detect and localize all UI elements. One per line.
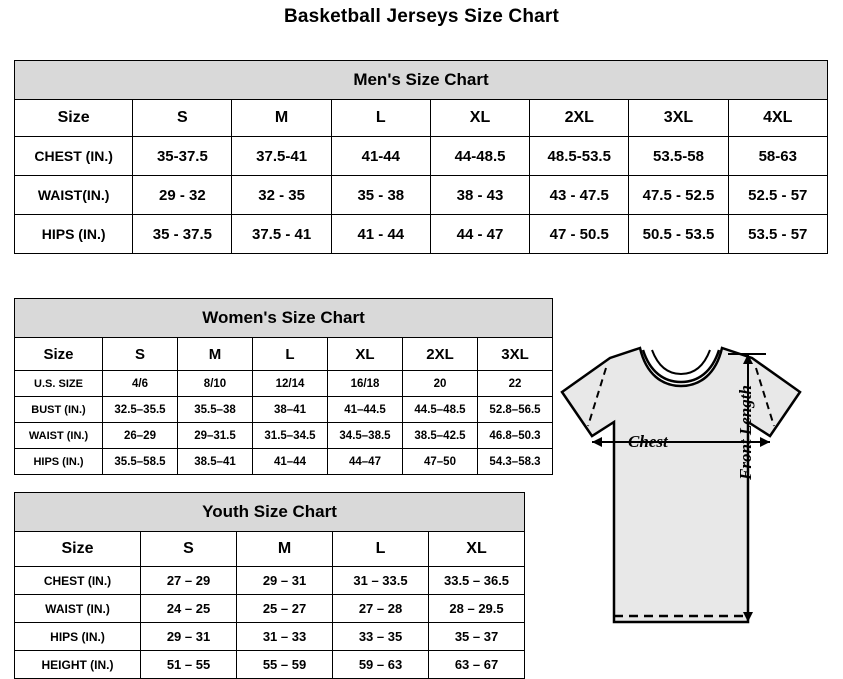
- chest-arrow-left-icon: [592, 437, 602, 447]
- women-header-2xl: 2XL: [403, 338, 478, 371]
- youth-chest-l: 31 – 33.5: [333, 567, 429, 595]
- women-hips-s: 35.5–58.5: [103, 449, 178, 475]
- women-bust-2xl: 44.5–48.5: [403, 397, 478, 423]
- men-waist-4xl: 52.5 - 57: [728, 176, 827, 215]
- women-us-size-s: 4/6: [103, 371, 178, 397]
- youth-height-s: 51 – 55: [141, 651, 237, 679]
- women-us-size-l: 12/14: [253, 371, 328, 397]
- table-header-row: [15, 532, 525, 567]
- men-header-s: S: [133, 100, 232, 137]
- men-header-xl: XL: [430, 100, 529, 137]
- table-row: [15, 423, 553, 449]
- women-us-size-2xl: 20: [403, 371, 478, 397]
- men-hips-4xl: 53.5 - 57: [728, 215, 827, 254]
- table-header-row: [15, 338, 553, 371]
- womens-size-chart-table: [14, 298, 553, 475]
- men-header-2xl: 2XL: [530, 100, 629, 137]
- women-header-m: M: [178, 338, 253, 371]
- women-waist-3xl: 46.8–50.3: [478, 423, 553, 449]
- women-header-size: Size: [15, 338, 103, 371]
- women-waist-l: 31.5–34.5: [253, 423, 328, 449]
- men-waist-xl: 38 - 43: [430, 176, 529, 215]
- youth-row-label-height: HEIGHT (IN.): [15, 651, 141, 679]
- youth-height-m: 55 – 59: [237, 651, 333, 679]
- youth-chest-m: 29 – 31: [237, 567, 333, 595]
- women-row-label-bust: BUST (IN.): [15, 397, 103, 423]
- youth-waist-s: 24 – 25: [141, 595, 237, 623]
- men-hips-m: 37.5 - 41: [232, 215, 331, 254]
- men-waist-3xl: 47.5 - 52.5: [629, 176, 728, 215]
- women-hips-3xl: 54.3–58.3: [478, 449, 553, 475]
- youth-chart-caption: Youth Size Chart: [15, 493, 525, 532]
- women-waist-2xl: 38.5–42.5: [403, 423, 478, 449]
- chest-arrow-right-icon: [760, 437, 770, 447]
- women-header-xl: XL: [328, 338, 403, 371]
- youth-height-l: 59 – 63: [333, 651, 429, 679]
- table-row: [15, 176, 828, 215]
- youth-hips-m: 31 – 33: [237, 623, 333, 651]
- men-header-4xl: 4XL: [728, 100, 827, 137]
- youth-header-m: M: [237, 532, 333, 567]
- table-row: [15, 595, 525, 623]
- table-row: [15, 623, 525, 651]
- jersey-measurement-diagram: [540, 330, 836, 665]
- women-row-label-hips: HIPS (IN.): [15, 449, 103, 475]
- women-bust-xl: 41–44.5: [328, 397, 403, 423]
- youth-header-size: Size: [15, 532, 141, 567]
- women-waist-s: 26–29: [103, 423, 178, 449]
- men-chest-m: 37.5-41: [232, 137, 331, 176]
- women-us-size-m: 8/10: [178, 371, 253, 397]
- youth-chest-xl: 33.5 – 36.5: [429, 567, 525, 595]
- women-waist-xl: 34.5–38.5: [328, 423, 403, 449]
- men-header-size: Size: [15, 100, 133, 137]
- table-row: [15, 567, 525, 595]
- men-waist-l: 35 - 38: [331, 176, 430, 215]
- table-row: [15, 449, 553, 475]
- youth-row-label-waist: WAIST (IN.): [15, 595, 141, 623]
- women-us-size-xl: 16/18: [328, 371, 403, 397]
- table-caption-row: [15, 299, 553, 338]
- men-chest-xl: 44-48.5: [430, 137, 529, 176]
- mens-chart-caption: Men's Size Chart: [15, 61, 828, 100]
- men-chest-s: 35-37.5: [133, 137, 232, 176]
- women-bust-s: 32.5–35.5: [103, 397, 178, 423]
- jersey-illustration-svg: [540, 330, 836, 665]
- women-hips-xl: 44–47: [328, 449, 403, 475]
- youth-height-xl: 63 – 67: [429, 651, 525, 679]
- women-bust-l: 38–41: [253, 397, 328, 423]
- youth-size-chart-table: [14, 492, 525, 679]
- men-chest-3xl: 53.5-58: [629, 137, 728, 176]
- men-waist-2xl: 43 - 47.5: [530, 176, 629, 215]
- women-us-size-3xl: 22: [478, 371, 553, 397]
- page-title: Basketball Jerseys Size Chart: [283, 6, 560, 27]
- youth-waist-xl: 28 – 29.5: [429, 595, 525, 623]
- chest-label: Chest: [628, 432, 668, 451]
- men-waist-s: 29 - 32: [133, 176, 232, 215]
- men-row-label-chest: CHEST (IN.): [15, 137, 133, 176]
- table-row: [15, 397, 553, 423]
- table-caption-row: [15, 493, 525, 532]
- men-header-3xl: 3XL: [629, 100, 728, 137]
- men-hips-3xl: 50.5 - 53.5: [629, 215, 728, 254]
- front-length-label: Front Length: [736, 385, 755, 480]
- women-hips-l: 41–44: [253, 449, 328, 475]
- men-header-m: M: [232, 100, 331, 137]
- table-caption-row: [15, 61, 828, 100]
- men-header-l: L: [331, 100, 430, 137]
- men-chest-2xl: 48.5-53.5: [530, 137, 629, 176]
- youth-row-label-chest: CHEST (IN.): [15, 567, 141, 595]
- youth-row-label-hips: HIPS (IN.): [15, 623, 141, 651]
- men-hips-2xl: 47 - 50.5: [530, 215, 629, 254]
- youth-waist-m: 25 – 27: [237, 595, 333, 623]
- youth-header-xl: XL: [429, 532, 525, 567]
- men-chest-l: 41-44: [331, 137, 430, 176]
- table-row: [15, 137, 828, 176]
- women-bust-3xl: 52.8–56.5: [478, 397, 553, 423]
- jersey-outline: [562, 348, 800, 622]
- youth-header-s: S: [141, 532, 237, 567]
- women-row-label-us-size: U.S. SIZE: [15, 371, 103, 397]
- women-header-s: S: [103, 338, 178, 371]
- jersey-collar-inner: [652, 350, 710, 374]
- youth-hips-s: 29 – 31: [141, 623, 237, 651]
- youth-waist-l: 27 – 28: [333, 595, 429, 623]
- women-hips-m: 38.5–41: [178, 449, 253, 475]
- men-hips-xl: 44 - 47: [430, 215, 529, 254]
- men-row-label-waist: WAIST(IN.): [15, 176, 133, 215]
- men-hips-s: 35 - 37.5: [133, 215, 232, 254]
- youth-chest-s: 27 – 29: [141, 567, 237, 595]
- mens-size-chart-table: [14, 60, 828, 254]
- men-row-label-hips: HIPS (IN.): [15, 215, 133, 254]
- table-row: [15, 371, 553, 397]
- women-row-label-waist: WAIST (IN.): [15, 423, 103, 449]
- youth-hips-l: 33 – 35: [333, 623, 429, 651]
- women-header-l: L: [253, 338, 328, 371]
- women-waist-m: 29–31.5: [178, 423, 253, 449]
- men-chest-4xl: 58-63: [728, 137, 827, 176]
- youth-header-l: L: [333, 532, 429, 567]
- men-waist-m: 32 - 35: [232, 176, 331, 215]
- table-row: [15, 651, 525, 679]
- womens-chart-caption: Women's Size Chart: [15, 299, 553, 338]
- women-header-3xl: 3XL: [478, 338, 553, 371]
- women-bust-m: 35.5–38: [178, 397, 253, 423]
- table-row: [15, 215, 828, 254]
- youth-hips-xl: 35 – 37: [429, 623, 525, 651]
- men-hips-l: 41 - 44: [331, 215, 430, 254]
- women-hips-2xl: 47–50: [403, 449, 478, 475]
- table-header-row: [15, 100, 828, 137]
